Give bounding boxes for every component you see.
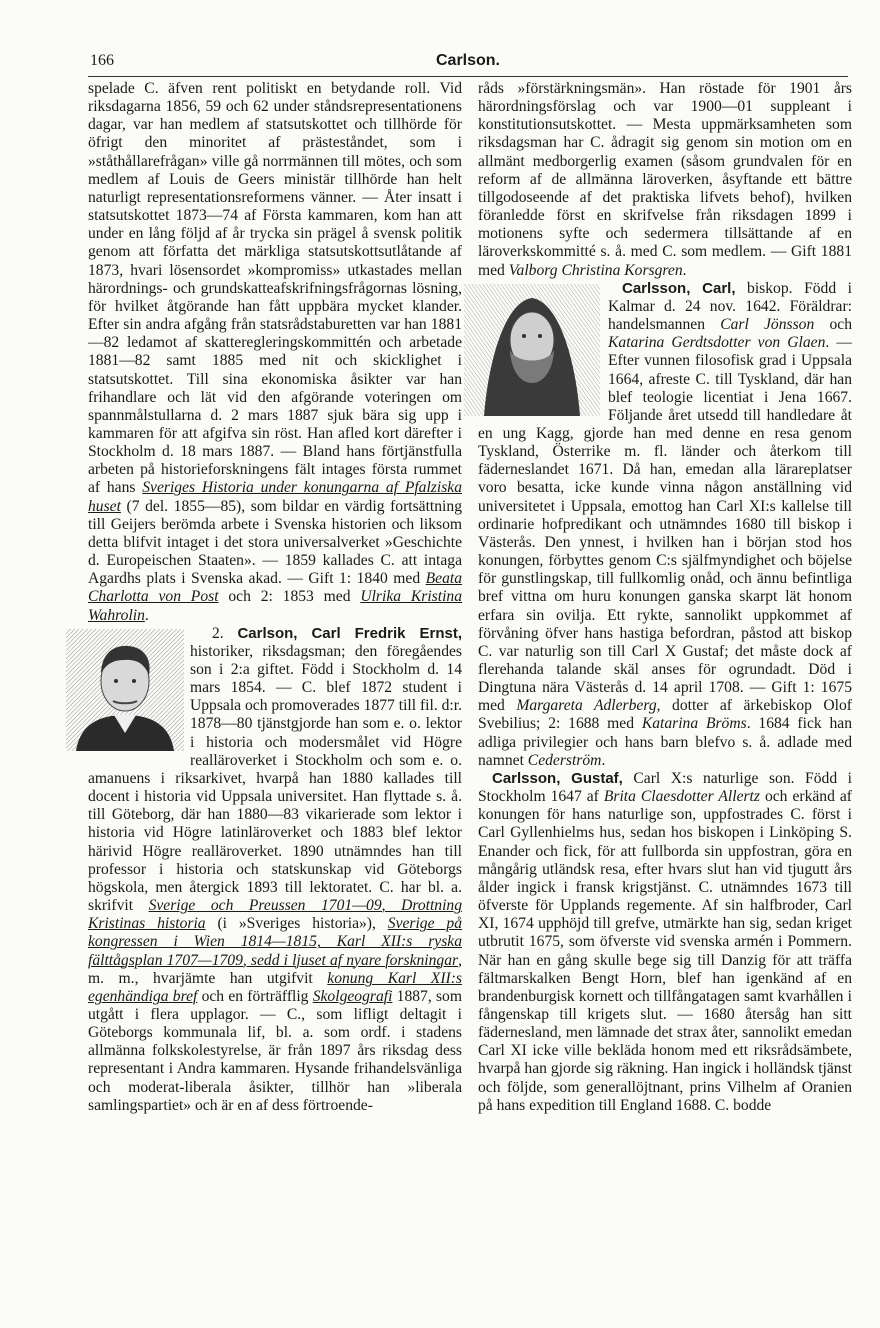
left-column xyxy=(88,80,462,1115)
portrait-engraving-icon xyxy=(66,629,184,751)
entry-carl-carlsson: Carlsson, Carl, biskop. Född i Kalmar d. 24 nov. 1642. Föräldrar: handelsmannen Carl Jönsson och Katarina Gerdtsdotter von Glaen. — Efter vunnen filosofisk grad i Uppsala 1664, afreste C. till Tyskland, där han blef teologie licentiat i Jena 1667. Följande året utsedd till handledare åt en ung Kagg, gjorde han med denne en resa genom Tyskland, Österrike m. fl. länder och återkom till fäderneslandet 1671. Då han, emedan alla lärareplatser voro besatta, icke kunde vinna någon anställning vid universitetet i Uppsala, emottog han Carl XI:s kallelse till ordinarie hofpredikant och utnämndes 1680 till biskop i Västerås. Den ynnest, i hvilken han i början stod hos konungen, förbyttes genom C:s själfmyndighet och böjelse för gunstlingskap, till fullkomlig onåd, och ännu befintliga bref vittna om huru konungen ganska skarpt lät honom erfara sin ovilja. Ett rykte, sannolikt uppkommet af förvåning öfver hans hastiga befordran, påstod att biskop C. var naturlig son till Carl X Gustaf; det måste dock af flerehanda talande skäl anses för ogrundadt. Död i Dingtuna nära Västerås d. 14 april 1708. — Gift 1: 1675 med Margareta Adlerberg, dotter af ärkebiskop Olof Svebilius; 2: 1688 med Katarina Bröms. 1684 fick han adliga privilegier och hans barn blefvo s. å. adlade med namnet Cederström. xyxy=(478,280,852,770)
entry-continuation: råds »förstärkningsmän». Han röstade för 1901 års härordningsförslag och var 1900—01 suppleant i konstitutionsutskottet. — Mesta uppmärksamheten som riksdagsman har C. ådragit sig genom sin motion om en allmänt medborgerlig examen (såsom grundvalen för en reform af de allmänna läroverken, åsyftande ett bättre tillgodoseende af det praktiska lifvets behof), hvilken föranledde först en skrifvelse från riksdagen 1899 i motionens syfte och sedermera tillsättande af en läroverkskommitté s. å. med C. som medlem. — Gift 1881 med Valborg Christina Korsgren. xyxy=(478,80,852,279)
entry-heading: Carlsson, Gustaf, xyxy=(492,769,623,787)
page-header xyxy=(88,52,848,74)
header-rule xyxy=(88,76,848,77)
entry-heading: Carlsson, Carl, xyxy=(622,279,736,297)
entry-carl-fredrik-ernst: 2. Carlson, Carl Fredrik Ernst, historiker, riksdagsman; den föregåendes son i 2:a giftet. Född i Stockholm d. 14 mars 1854. — C. blef 1872 student i Uppsala och promoverades 1877 till fil. d:r. 1878—80 tjänstgjorde han som e. o. lektor i historia och modersmålet vid Högre realläroverket i Stockholm och som e. o. amanuens i riksarkivet, hvarpå han 1880 kallades till docent i historia vid Uppsala universitet. Han flyttade s. å. till Göteborg, där han 1880—83 vikarierade som lektor i historia vid Högre latinläroverket och 1883 blef lektor härivid Högre realläroverket. 1890 utnämndes han till professor i historia och statskunskap vid Göteborgs högskola, men återgick 1893 till lektoratet. C. har bl. a. skrifvit Sverige och Preussen 1701—09, Drottning Kristinas historia (i »Sveriges historia»), Sverige på kongressen i Wien 1814—1815, Karl XII:s ryska fälttågsplan 1707—1709, sedd i ljuset af nyare forskningar, m. m., hvarjämte han utgifvit konung Karl XII:s egenhändiga bref och en förträfflig Skolgeografi 1887, som utgått i flera upplagor. — C., som lifligt deltagit i Göteborgs kommunala lif, bl. a. som ordf. i stadens allmänna folkskolestyrelse, är från 1897 års riksdag dess representant i Andra kammaren. Hysande frihandelsvänliga och moderat-liberala åsikter, tillhör han »liberala samlingspartiet» och är en af dess förtroende- xyxy=(88,625,462,1115)
portrait-engraving-icon xyxy=(464,284,600,416)
entry-continuation: spelade C. äfven rent politiskt en betydande roll. Vid riksdagarna 1856, 59 och 62 under ståndsrepresentationens dagar, var han medlem af statsutskottet och tillhörde för öfrigt den minoritet af prästeståndet, som i »ståthållarefrågan» ville gå norrmännen till mötes, och som medlem af Louis de Geers ministär tillhörde han helt naturligt representationsreformens vänner. — Åter insatt i statsutskottet 1873—74 af Första kammaren, kom han att under en lång följd af år trycka sin prägel å svensk politik genom att författa det märkliga statsutskottsutlåtande af 1873, hvari lösensordet »kompromiss» utkastades mellan härordnings- och grundskatteafskrifningsfrågornas lösning, för hvilket åtgörande han fått uppbära mycket klander. Efter sin andra afgång från statsrådstaburetten var han 1881—82 ledamot af skatteregleringskommittén och arbetade 1881—82 samt 1885 med nit och skicklighet i statsutskottet. Till sina ekonomiska åsikter var han frihandlare och lät vid den afgörande voteringen om spannmålstullarna d. 2 mars 1887 sjuk bära sig upp i kammaren för att afgifva sin röst. Han afled kort därefter i Stockholm d. 18 mars 1887. — Bland hans förtjänstfulla arbeten på historieforskningens fält intages första rummet af hans Sveriges Historia under konungarna af Pfalziska huset (7 del. 1855—85), som bildar en värdig fortsättning till Geijers berömda arbete i Svenska historien och liksom detta blifvit intaget i det stora universalverket »Geschichte d. Europeischen Staaten». — 1859 kallades C. att intaga Agardhs plats i Svenska akad. — Gift 1: 1840 med Beata Charlotta von Post och 2: 1853 med Ulrika Kristina Wahrolin. xyxy=(88,80,462,624)
entry-gustaf-carlsson: Carlsson, Gustaf, Carl X:s naturlige son. Född i Stockholm 1647 af Brita Claesdotter Allertz och erkänd af konungen för hans naturlige son, uppfostrades C. först i Carl Gyllenhielms hus, sedan hos biskopen i Linköping S. Enander och fick, för att fullborda sin uppfostran, göra en mångårig utländsk resa, efter hvars slut han vid tjugutt års ålder ingick i fransk krigstjänst. C. utnämndes 1673 till öfverste för Upplands regemente. Af sin halfbroder, Carl XI, 1674 upphöjd till grefve, utmärkte han sig, sedan kriget utbrutit 1675, som öfverste vid svenska armén i Pommern. När han en gång skulle bege sig till Danzig för att träffa fältmarskalken Bengt Horn, blef han igenkänd af en brandenburgisk kornett och tillfångatagen samt kvarhållen i fångenskap till krigets slut. — 1680 återsåg han sitt fädernesland, men lämnade det strax åter, sannolikt emedan Carl XI icke ville bekläda honom med ett riksrådsämbete, hvarpå han gjorde sig räkning. Han ingick i holländsk tjänst och följde, som generallöjtnant, prins Vilhelm af Oranien på hans expedition till England 1688. C. bodde xyxy=(478,769,852,1114)
running-head: Carlson. xyxy=(435,52,500,69)
page-number: 166 xyxy=(90,52,114,69)
right-column xyxy=(478,80,852,1115)
entry-heading: Carlson, Carl Fredrik Ernst, xyxy=(237,624,463,642)
